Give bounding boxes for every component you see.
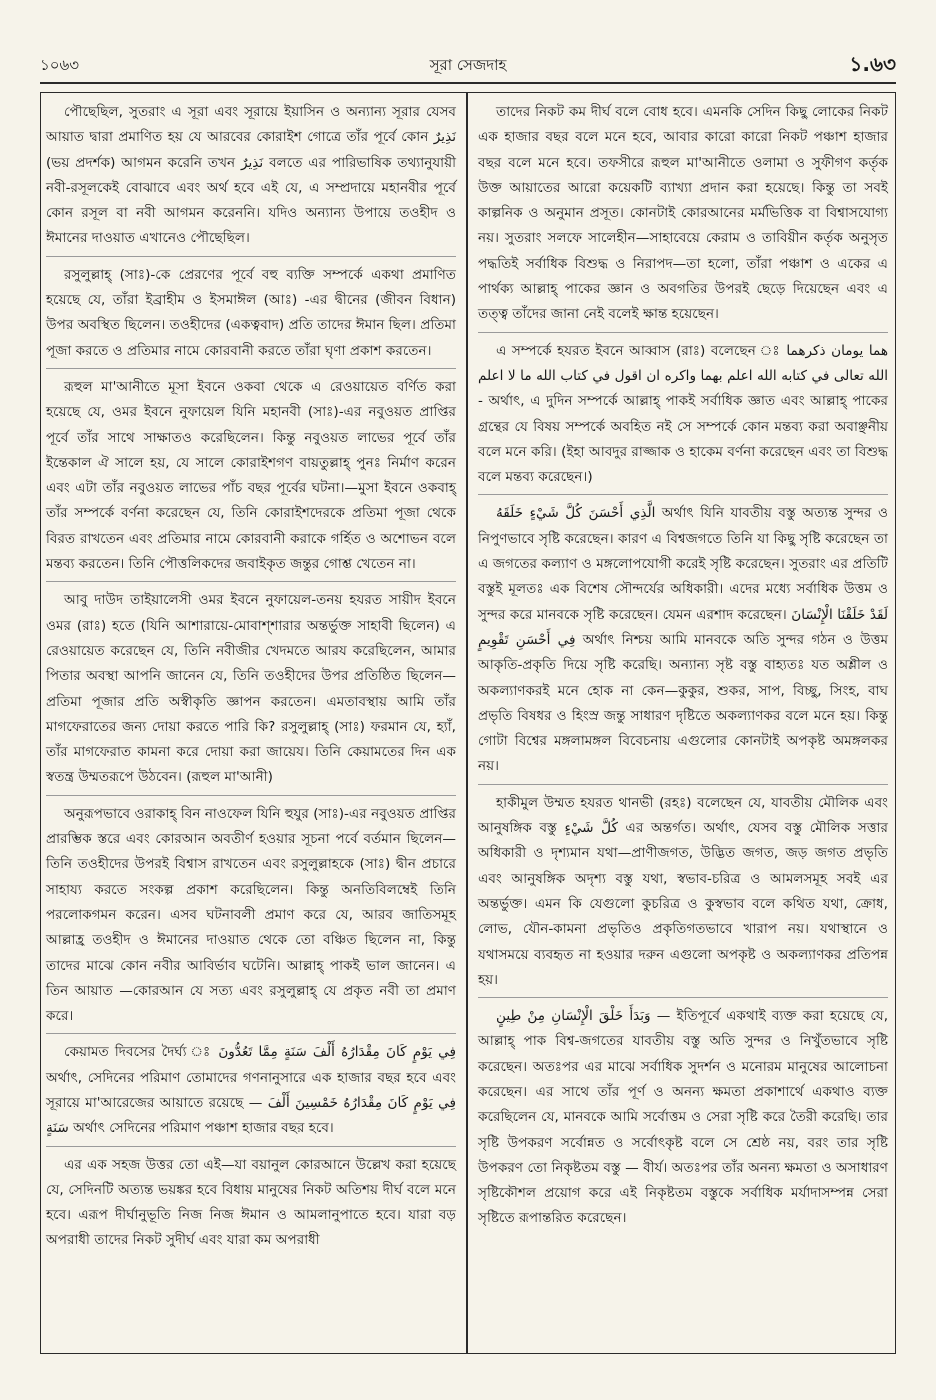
paragraph: কেয়ামত দিবসের দৈর্ঘ্য ঃ فِي يَوْمٍ كَانَ مِقْدَارُهُ أَلْفَ سَنَةٍ مِمَّا تَعُدُّونَ অর্থাৎ, সেদিনের পরিমাণ তোমাদের গণনানুসারে এক হাজার বছর হবে এবং সূরায়ে মা'আরেজের আয়াতে রয়েছে — فِي يَوْمٍ كَانَ مِقْدَارُهُ خَمْسِينَ أَلْفَ سَنَةٍ অর্থাৎ সেদিনের পরিমাণ পঞ্চাশ হাজার বছর হবে। [46, 1040, 456, 1146]
surah-title: সূরা সেজদাহ [429, 56, 507, 74]
left-column [46, 100, 456, 1264]
page-number-bengali: ১০৬৩ [40, 56, 79, 74]
column-divider [466, 92, 468, 1354]
paragraph: রূহুল মা'আনীতে মূসা ইবনে ওকবা থেকে এ রেওয়ায়েত বর্ণিত করা হয়েছে যে, ওমর ইবনে নুফায়েল যিনি মহানবী (সাঃ)-এর নবুওয়ত প্রাপ্তির পূর্বে তাঁর সাথে সাক্ষাতও করেছিলেন। কিন্তু নবুওয়ত লাভের পূর্বে তাঁর ইন্তেকাল ঐ সালে হয়, যে সালে কোরাইশগণ বায়তুল্লাহ্ পুনঃ নির্মাণ করেন এবং এটা তাঁর নবুওয়ত লাভের পাঁচ বছর পূর্বের ঘটনা।—মুসা ইবনে ওকবাহ্ তাঁর সম্পর্কে বর্ণনা করেছেন যে, তিনি কোরাইশদেরকে প্রতিমা পূজা থেকে বিরত রাখতেন এবং প্রতিমার নামে কোরবানী করাকে গর্হিত ও অশোভন বলে মন্তব্য করতেন। তিনি পৌত্তলিকদের জবাইকৃত জন্তুর গোশ্ত খেতেন না। [46, 375, 456, 582]
paragraph: অনুরূপভাবে ওরাকাহ্ বিন নাওফেল যিনি হুযুর (সাঃ)-এর নবুওয়ত প্রাপ্তির প্রারম্ভিক স্তরে এবং কোরআন অবতীর্ণ হওয়ার সূচনা পর্বে বর্তমান ছিলেন—তিনি তওহীদের উপরই বিশ্বাস রাখতেন এবং রসুলুল্লাহকে (সাঃ) দ্বীন প্রচারে সাহায্য করতে সংকল্প প্রকাশ করেছিলেন। কিন্তু অনতিবিলম্বেই তিনি পরলোকগমন করেন। এসব ঘটনাবলী প্রমাণ করে যে, আরব জাতিসমূহ আল্লাহ্র তওহীদ ও ঈমানের দাওয়াত থেকে তো বঞ্চিত ছিলেন না, কিন্তু তাদের মাঝে কোন নবীর আবির্ভাব ঘটেনি। আল্লাহ্ পাকই ভাল জানেন। এ তিন আয়াত —কোরআন যে সত্য এবং রসুলুল্লাহ্ যে প্রকৃত নবী তা প্রমাণ করে। [46, 802, 456, 1035]
paragraph: এ সম্পর্কে হযরত ইবনে আব্বাস (রাঃ) বলেছেন ঃ هما يومان ذكرهما الله تعالى في كتابه الله اعلم بهما واكره ان اقول في كتاب الله ما لا اعلم - অর্থাৎ, এ দুদিন সম্পর্কে আল্লাহ্ পাকই সর্বাধিক জ্ঞাত এবং আল্লাহ্ পাকের গ্রন্থের যে বিষয় সম্পর্কে অবহিত নই সে সম্পর্কে কোন মন্তব্য করা অবাঞ্ছনীয় বলে মনে করি। (ইহা আবদুর রাজ্জাক ও হাকেম বর্ণনা করেছেন এবং তা বিশুদ্ধ বলে মন্তব্য করেছেন।) [478, 339, 888, 496]
paragraph: হাকীমুল উম্মত হযরত থানভী (রহঃ) বলেছেন যে, যাবতীয় মৌলিক এবং আনুষঙ্গিক বস্তু كُلَّ شَيْءٍ এর অন্তর্গত। অর্থাৎ, যেসব বস্তু মৌলিক সত্তার অধিকারী ও দৃশ্যমান যথা—প্রাণীজগত, উদ্ভিত জগত, জড় জগত প্রভৃতি এবং আনুষঙ্গিক অদৃশ্য বস্তু যথা, স্বভাব-চরিত্র ও আমলসমূহ সবই এর অন্তর্ভুক্ত। এমন কি যেগুলো কুচরিত্র ও কুস্বভাব বলে কথিত যথা, ক্রোধ, লোভ, যৌন-কামনা প্রভৃতিও প্রকৃতিগতভাবে খারাপ নয়। যথাস্থানে ও যথাসময়ে ব্যবহৃত না হওয়ার দরুন এগুলো অপকৃষ্ট ও অকল্যাণকর প্রতিপন্ন হয়। [478, 791, 888, 998]
paragraph: আবু দাউদ তাইয়ালেসী ওমর ইবনে নুফায়েল-তনয় হযরত সায়ীদ ইবনে ওমর (রাঃ) হতে (যিনি আশারায়ে-মোবাশ্শারার অন্তর্ভুক্ত সাহাবী ছিলেন) এ রেওয়ায়েত করেছেন যে, তিনি নবীজীর খেদমতে আরয করেছিলেন, আমার পিতার অবস্থা আপনি জানেন যে, তিনি তওহীদের উপর প্রতিষ্ঠিত ছিলেন—প্রতিমা পূজার প্রতি অস্বীকৃতি জ্ঞাপন করতেন। এমতাবস্থায় আমি তাঁর মাগফেরাতের জন্য দোয়া করতে পারি কি? রসুলুল্লাহ্ (সাঃ) ফরমান যে, হ্যাঁ, তাঁর মাগফেরাত কামনা করে দোয়া করা জায়েয। তিনি কেয়ামতের দিন এক স্বতন্ত্র উম্মতরূপে উঠবেন। (রূহুল মা'আনী) [46, 588, 456, 795]
paragraph: তাদের নিকট কম দীর্ঘ বলে বোধ হবে। এমনকি সেদিন কিছু লোকের নিকট এক হাজার বছর বলে মনে হবে, আবার কারো কারো নিকট পঞ্চাশ হাজার বছর বলে মনে হবে। তফসীরে রূহুল মা'আনীতে ওলামা ও সুফীগণ কর্তৃক উক্ত আয়াতের আরো কয়েকটি ব্যাখ্যা প্রদান করা হয়েছে। কিন্তু তা সবই কাল্পনিক ও অনুমান প্রসূত। কোনটাই কোরআনের মর্মভিত্তিক বা বিশ্বাসযোগ্য নয়। সুতরাং সলফে সালেহীন—সাহাবেয়ে কেরাম ও তাবিয়ীন কর্তৃক অনুসৃত পদ্ধতিই সর্বাধিক বিশুদ্ধ ও নিরাপদ—তা হলো, তাঁরা পঞ্চাশ ও একের এ পার্থক্য আল্লাহ্ পাকের জ্ঞান ও অবগতির উপরই ছেড়ে দিয়েছেন এবং এ তত্ত্ব তাঁদের জানা নেই বলেই ক্ষান্ত হয়েছেন। [478, 100, 888, 333]
paragraph: وَبَدَأَ خَلْقَ الْإِنْسَانِ مِنْ طِينٍ — ইতিপূর্বে একথাই ব্যক্ত করা হয়েছে যে, আল্লাহ্ পাক বিশ্ব-জগতের যাবতীয় বস্তু অতি সুন্দর ও নিখুঁতভাবে সৃষ্টি করেছেন। অতঃপর এর মাঝে সর্বাধিক সুদর্শন ও মনোরম মানুষের আলোচনা করেছেন। এর সাথে তাঁর পূর্ণ ও অনন্য ক্ষমতা প্রকাশার্থে একথাও ব্যক্ত করেছিলেন যে, মানবকে আমি সর্বোত্তম ও সেরা সৃষ্টি করে তৈরী করেছি। তার সৃষ্টি উপকরণ সর্বোন্নত ও সর্বোৎকৃষ্ট বলে সে শ্রেষ্ঠ নয়, বরং তার সৃষ্টি উপকরণ তো নিকৃষ্টতম বস্তু — বীর্য। অতঃপর তাঁর অনন্য ক্ষমতা ও অসাধারণ সৃষ্টিকৌশল প্রয়োগ করে এই নিকৃষ্টতম বস্তুকে সর্বাধিক মর্যাদাসম্পন্ন সেরা সৃষ্টিতে রূপান্তরিত করেছেন। [478, 1008, 889, 1227]
paragraph: রসুলুল্লাহ্ (সাঃ)-কে প্রেরণের পূর্বে বহু ব্যক্তি সম্পর্কে একথা প্রমাণিত হয়েছে যে, তাঁরা ইব্রাহীম ও ইসমাঈল (আঃ) -এর দ্বীনের (জীবন বিধান) উপর অবস্থিত ছিলেন। তওহীদের (একত্ববাদ) প্রতি তাদের ঈমান ছিল। প্রতিমা পূজা করতে ও প্রতিমার নামে কোরবানী করতে তাঁরা ঘৃণা প্রকাশ করতেন। [46, 263, 456, 369]
paragraph: এর এক সহজ উত্তর তো এই—যা বয়ানুল কোরআনে উল্লেখ করা হয়েছে যে, সেদিনটি অত্যন্ত ভয়ঙ্কর হবে বিধায় মানুষের নিকট অতিশয় দীর্ঘ বলে মনে হবে। এরূপ দীর্ঘানুভূতি নিজ নিজ ঈমান ও আমলানুপাতে হবে। যারা বড় অপরাধী তাদের নিকট সুদীর্ঘ এবং যারা কম অপরাধী [46, 1156, 456, 1249]
page-header [40, 48, 896, 84]
paragraph: পৌছেছিল, সুতরাং এ সূরা এবং সূরায়ে ইয়াসিন ও অন্যান্য সূরার যেসব আয়াত দ্বারা প্রমাণিত হয় যে আরবের কোরাইশ গোত্রে তাঁর পূর্বে কোন نَذِيرٌ (ভয় প্রদর্শক) আগমন করেনি তখন نَذِيرٌ বলতে এর পারিভাষিক তথ্যানুযায়ী নবী-রসূলকেই বোঝাবে এবং অর্থ হবে এই যে, এ সম্প্রদায়ে মহানবীর পূর্বে কোন রসূল বা নবী আগমন করেননি। যদিও অন্যান্য উপায়ে তওহীদ ও ঈমানের দাওয়াত এখানেও পৌছেছিল। [46, 100, 456, 257]
right-column [478, 100, 888, 1242]
paragraph: الَّذِي أَحْسَنَ كُلَّ شَيْءٍ خَلَقَهُ অর্থাৎ যিনি যাবতীয় বস্তু অত্যন্ত সুন্দর ও নিপুণভাবে সৃষ্টি করেছেন। কারণ এ বিশ্বজগতে তিনি যা কিছু সৃষ্টি করেছেন তা এ জগতের কল্যাণ ও মঙ্গলোপযোগী করেই সৃষ্টি করেছেন। সুতরাং এর প্রতিটি বস্তুই মূলতঃ এক বিশেষ সৌন্দর্যের অধিকারী। এদের মধ্যে সর্বাধিক উত্তম ও সুন্দর করে মানবকে সৃষ্টি করেছেন। যেমন এরশাদ করেছেন। لَقَدْ خَلَقْنَا الْإِنْسَانَ فِي أَحْسَنِ تَقْوِيمٍ অর্থাৎ নিশ্চয় আমি মানবকে অতি সুন্দর গঠন ও উত্তম আকৃতি-প্রকৃতি দিয়ে সৃষ্টি করেছি। অন্যান্য সৃষ্ট বস্তু বাহ্যতঃ যত অশ্লীল ও অকল্যাণকরই মনে হোক না কেন—কুকুর, শুকর, সাপ, বিচ্ছু, সিংহ, বাঘ প্রভৃতি বিষধর ও হিংস্র জন্তু সাধারণ দৃষ্টিতে অকল্যাণকর বলে মনে হয়। কিন্তু গোটা বিশ্বের মঙ্গলামঙ্গল বিবেচনায় এগুলোর কোনটাই অপকৃষ্ট অমঙ্গলকর নয়। [478, 501, 888, 784]
page-number-marker: ১.৬৩ [849, 52, 896, 76]
